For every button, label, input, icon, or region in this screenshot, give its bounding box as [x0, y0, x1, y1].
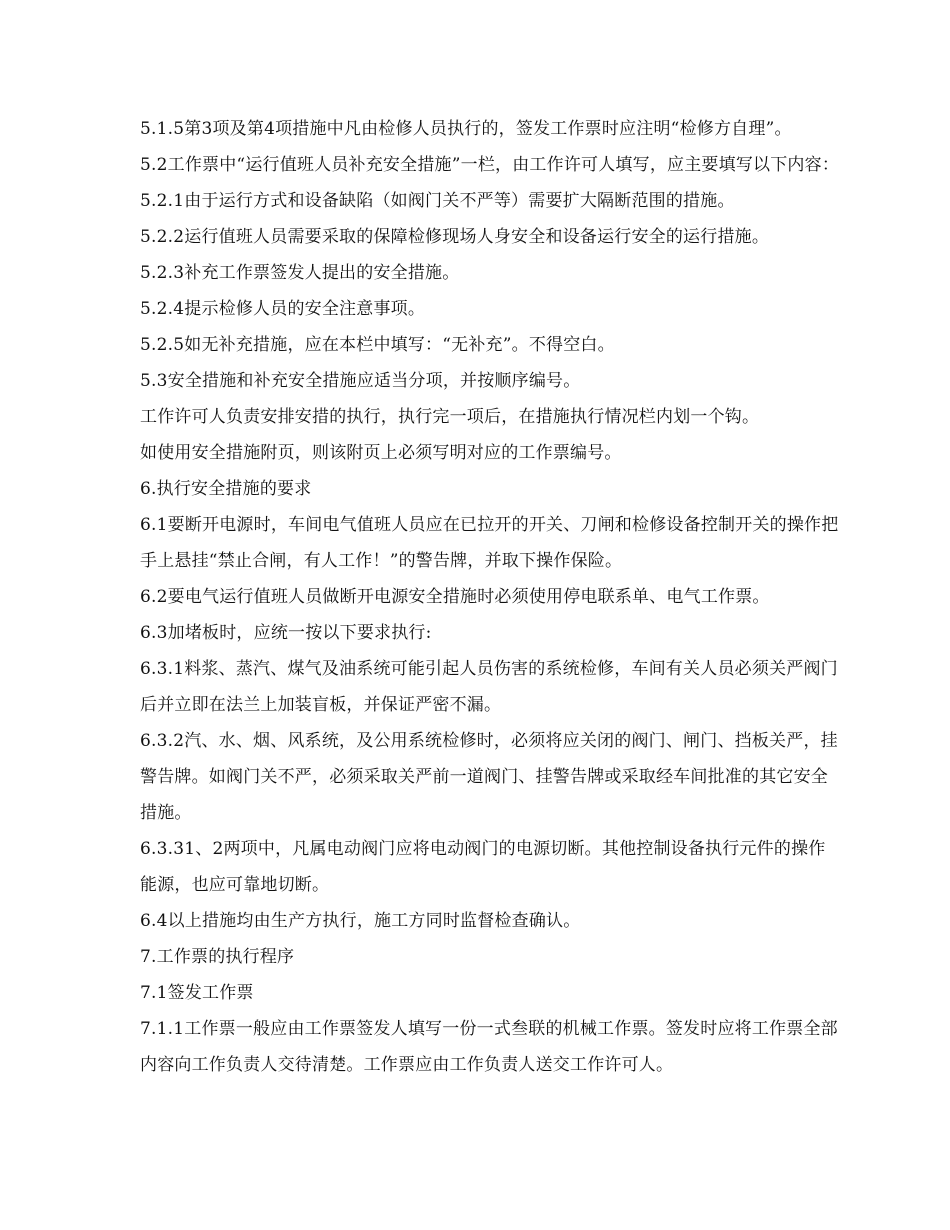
- paragraph-permit-holder: 工作许可人负责安排安措的执行，执行完一项后，在措施执行情况栏内划一个钩。: [140, 407, 760, 427]
- paragraph-5-1-5: 5.1.5第3项及第4项措施中凡由检修人员执行的，签发工作票时应注明“检修方自理”。: [140, 119, 792, 139]
- paragraph-6-3-2: 6.3.2汽、水、烟、风系统，及公用系统检修时，必须将应关闭的阀门、闸门、挡板关严，挂警告牌。如阀门关不严，必须采取关严前一道阀门、挂警告牌或采取经车间批准的其它安全措施。: [140, 731, 838, 823]
- paragraph-6-4: 6.4以上措施均由生产方执行，施工方同时监督检查确认。: [140, 911, 581, 931]
- document-body: [140, 111, 840, 1083]
- subsection-heading-7-1: 7.1签发工作票: [140, 983, 254, 1003]
- section-heading-6: 6.执行安全措施的要求: [140, 479, 312, 499]
- paragraph-5-2-3: 5.2.3补充工作票签发人提出的安全措施。: [140, 263, 460, 283]
- paragraph-6-2: 6.2要电气运行值班人员做断开电源安全措施时必须使用停电联系单、电气工作票。: [140, 587, 770, 607]
- paragraph-6-1: 6.1要断开电源时，车间电气值班人员应在已拉开的开关、刀闸和检修设备控制开关的操作把手上悬挂“禁止合闸，有人工作！”的警告牌，并取下操作保险。: [140, 515, 839, 571]
- paragraph-5-3: 5.3安全措施和补充安全措施应适当分项，并按顺序编号。: [140, 371, 581, 391]
- paragraph-5-2: 5.2工作票中“运行值班人员补充安全措施”一栏，由工作许可人填写，应主要填写以下内容：: [140, 155, 840, 175]
- paragraph-5-2-4: 5.2.4提示检修人员的安全注意事项。: [140, 299, 426, 319]
- paragraph-5-2-2: 5.2.2运行值班人员需要采取的保障检修现场人身安全和设备运行安全的运行措施。: [140, 227, 770, 247]
- paragraph-5-2-5: 5.2.5如无补充措施，应在本栏中填写：“无补充”。不得空白。: [140, 335, 615, 355]
- paragraph-7-1-1: 7.1.1工作票一般应由工作票签发人填写一份一式叁联的机械工作票。签发时应将工作票全部内容向工作负责人交待清楚。工作票应由工作负责人送交工作许可人。: [140, 1019, 838, 1075]
- paragraph-5-2-1: 5.2.1由于运行方式和设备缺陷（如阀门关不严等）需要扩大隔断范围的措施。: [140, 191, 735, 211]
- paragraph-6-3-1: 6.3.1料浆、蒸汽、煤气及油系统可能引起人员伤害的系统检修，车间有关人员必须关严阀门后并立即在法兰上加装盲板，并保证严密不漏。: [140, 659, 838, 715]
- paragraph-6-3: 6.3加堵板时，应统一按以下要求执行:: [140, 623, 432, 643]
- paragraph-attachment: 如使用安全措施附页，则该附页上必须写明对应的工作票编号。: [140, 443, 622, 463]
- section-heading-7: 7.工作票的执行程序: [140, 947, 295, 967]
- paragraph-6-3-3: 6.3.31、2两项中，凡属电动阀门应将电动阀门的电源切断。其他控制设备执行元件的操作能源，也应可靠地切断。: [140, 839, 826, 895]
